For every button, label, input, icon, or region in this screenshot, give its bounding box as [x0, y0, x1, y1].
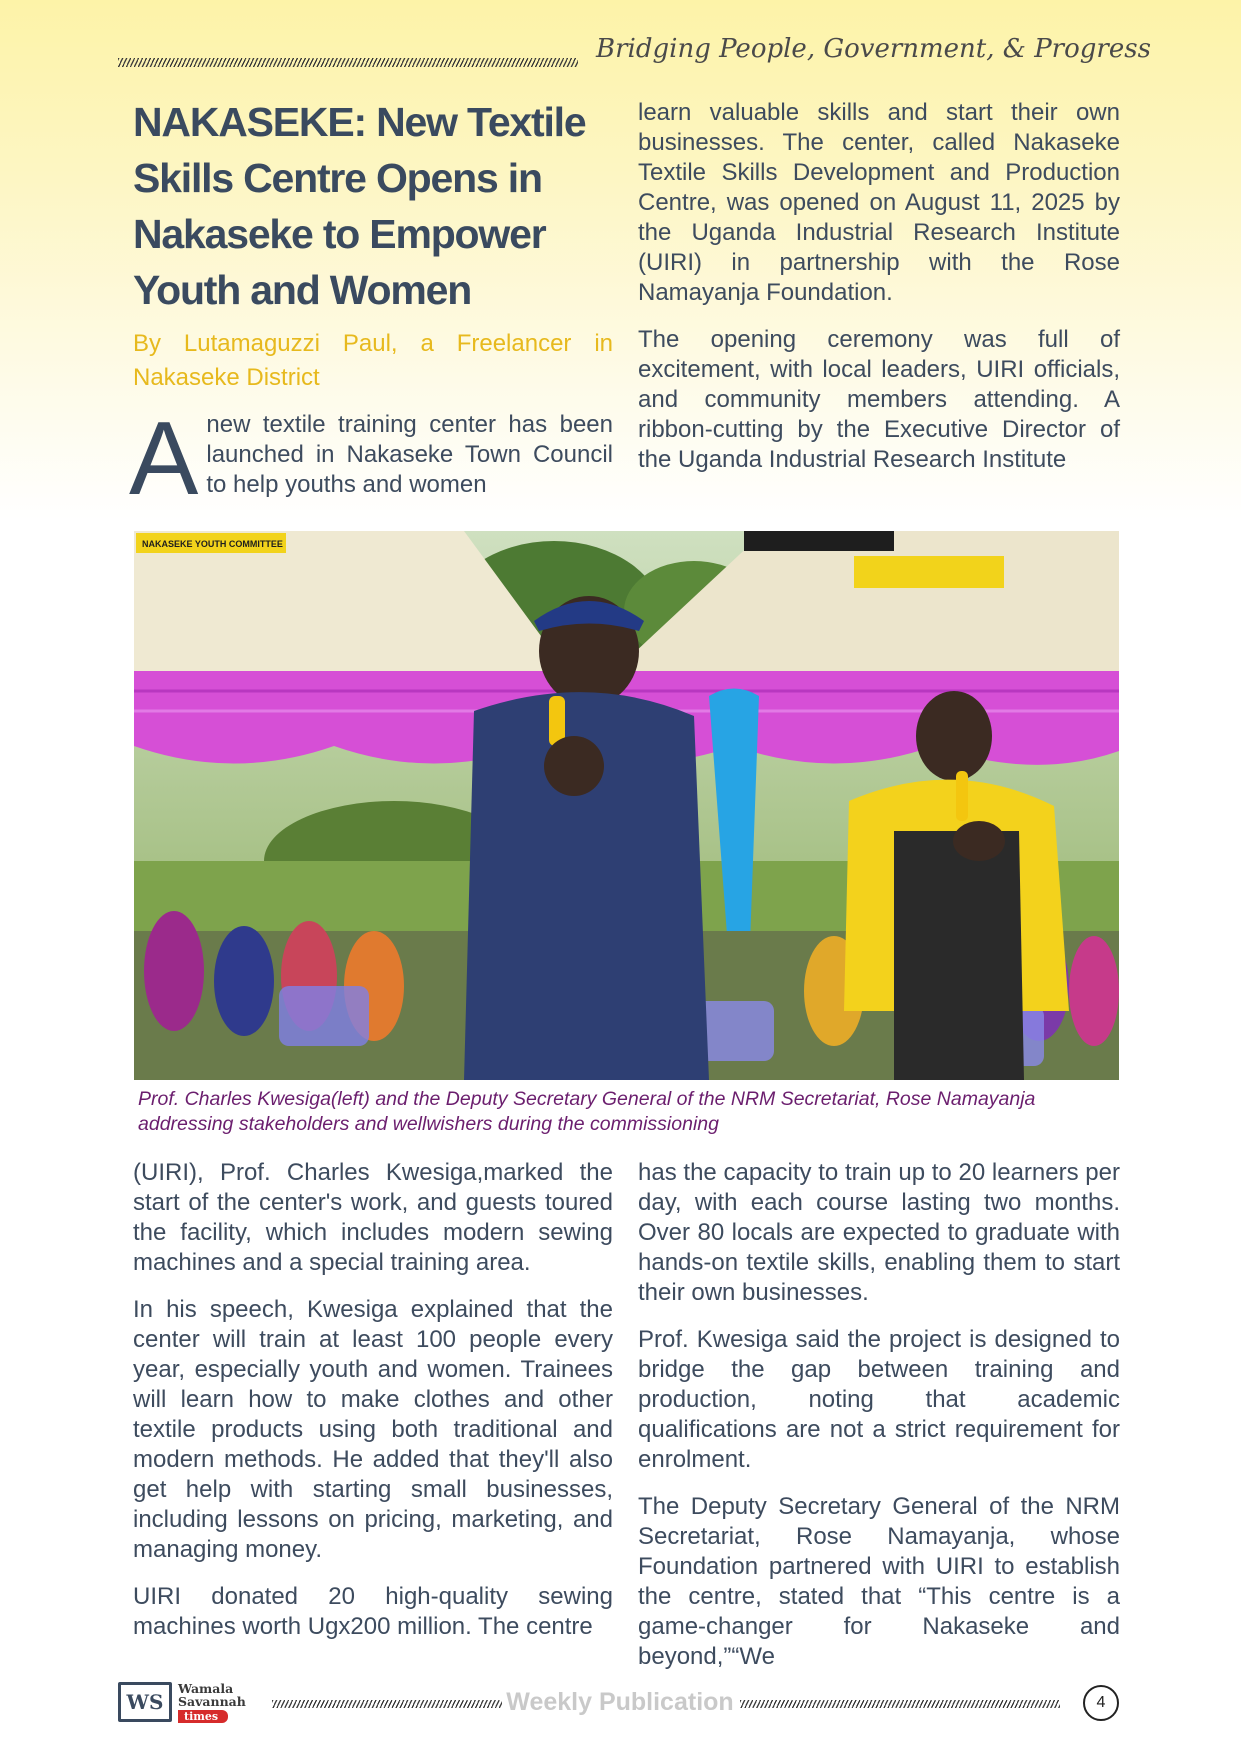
- publication-logo: [118, 1682, 258, 1726]
- paragraph: The opening ceremony was full of excitement, with local leaders, UIRI officials, and community members attending. A ribbon-cutting by the Executive Director of the Uganda Industrial Research Institute: [638, 326, 1120, 473]
- logo-line: Wamala: [178, 1681, 234, 1696]
- footer-rule-left: [272, 1700, 502, 1708]
- paragraph: (UIRI), Prof. Charles Kwesiga,marked the start of the center's work, and guests toured the facility, which includes modern sewing machines and a special training area.: [133, 1159, 613, 1276]
- paragraph: UIRI donated 20 high-quality sewing machines worth Ugx200 million. The centre: [133, 1583, 613, 1640]
- publication-tagline: Bridging People, Government, & Progress: [596, 34, 1151, 64]
- page-number: 4: [1083, 1685, 1119, 1721]
- article-byline: By Lutamaguzzi Paul, a Freelancer in Nakaseke District: [133, 330, 613, 391]
- article-intro: [129, 401, 613, 517]
- paragraph: Prof. Kwesiga said the project is designed to bridge the gap between training and production, noting that academic qualifications are not a strict requirement for enrolment.: [638, 1326, 1120, 1473]
- logo-initials: WS: [118, 1682, 172, 1722]
- paragraph: The Deputy Secretary General of the NRM Secretariat, Rose Namayanja, whose Foundation partnered with UIRI to establish the centre, stated that “This centre is a game-changer for Nakaseke and beyond,”“We: [638, 1493, 1120, 1670]
- logo-line: Savannah: [178, 1694, 246, 1709]
- paragraph: In his speech, Kwesiga explained that the center will train at least 100 people every year, especially youth and women. Trainees will learn how to make clothes and other textile products using both traditional and modern methods. He added that they'll also get help with starting small businesses, including lessons on pricing, marketing, and managing money.: [133, 1296, 613, 1563]
- article-column-right-bottom: [638, 1158, 1120, 1689]
- header-rule: [118, 58, 578, 67]
- footer-label: Weekly Publication: [506, 1688, 734, 1716]
- logo-times-tag: times: [178, 1710, 228, 1723]
- article-photo: [134, 531, 1119, 1080]
- drop-cap: A: [129, 401, 199, 517]
- intro-text: new textile training center has been launched in Nakaseke Town Council to help youths and women: [206, 411, 613, 498]
- article-column-left-bottom: [133, 1158, 613, 1659]
- paragraph: learn valuable skills and start their own businesses. The center, called Nakaseke Textile Skills Development and Production Centre, was opened on August 11, 2025 by the Uganda Industrial Research Institute (UIRI) in partnership with the Rose Namayanja Foundation.: [638, 99, 1120, 306]
- banner-text: NAKASEKE YOUTH COMMITTEE: [142, 539, 283, 549]
- article-column-right-top: [638, 98, 1120, 492]
- paragraph: has the capacity to train up to 20 learners per day, with each course lasting two months. Over 80 locals are expected to graduate with hands-on textile skills, enabling them to start their own businesses.: [638, 1159, 1120, 1306]
- article-headline: NAKASEKE: New Textile Skills Centre Opens in Nakaseke to Empower Youth and Women: [133, 99, 586, 313]
- logo-wordmark: [178, 1682, 246, 1708]
- footer-rule-right: [740, 1700, 1060, 1708]
- photo-caption: Prof. Charles Kwesiga(left) and the Deputy Secretary General of the NRM Secretariat, Rose Namayanja addressing stakeholders and wellwishers during the commissioning: [138, 1088, 1036, 1135]
